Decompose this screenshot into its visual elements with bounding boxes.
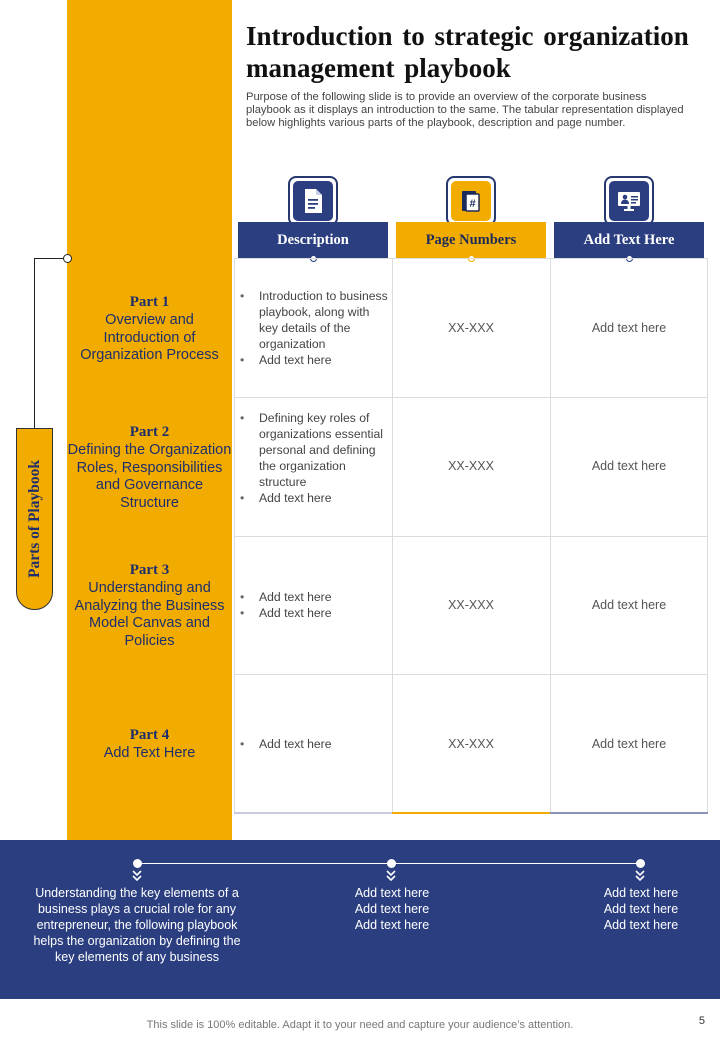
yellow-sidebar-band [67,0,232,840]
parts-of-playbook-label: Parts of Playbook [25,460,43,578]
part-2-page-number: XX-XXX [448,459,494,473]
document-icon [301,188,325,214]
footer-middle-text: Add text here Add text here Add text here [354,886,430,932]
intro-paragraph: Purpose of the following slide is to provide an overview of the corporate business playbook as it displays an introduction to the same. The tabular representation displayed below highlights various parts of the playbook, description and page number. [246,91,684,129]
footer-summary-text: Understanding the key elements of a business plays a crucial role for any entrepreneur, the following playbook helps the organization by defining the key elements of any business [33,886,241,964]
part-1-page-number: XX-XXX [448,321,494,335]
page-number: 5 [698,1015,705,1027]
part-3-description [240,589,390,621]
part-3-label: Part 3 Understanding and Analyzing the Business Model Canvas and Policies [74,562,225,649]
description-bullet: • Defining key roles of organizations essential personal and defining the organization structure [240,410,390,490]
part-4-extra-text: Add text here [591,737,667,751]
description-bullet: • Introduction to business playbook, along with key details of the organization [240,288,390,352]
part-3-page-number: XX-XXX [448,598,494,612]
svg-text:#: # [469,198,476,210]
description-bullet: • Add text here [240,490,390,506]
timeline-dot [387,859,396,868]
part-4-label: Part 4 Add Text Here [103,727,196,761]
timeline-dot [133,859,142,868]
description-bullet: • Add text here [240,605,390,621]
description-bullet: • Add text here [240,736,390,752]
connector-dot [63,254,72,263]
editable-note: This slide is 100% editable. Adapt it to your need and capture your audience’s attention. [146,1019,574,1031]
page-numbers-icon-badge [446,176,496,226]
part-2-label: Part 2 Defining the Organization Roles, Responsibilities and Governance Structure [67,424,232,511]
chevron-down-icon [385,869,397,883]
page-number-book-icon [459,188,483,214]
part-4-description [240,736,390,752]
part-3-extra-text: Add text here [591,598,667,612]
connector-line [34,258,35,428]
part-1-description [240,288,390,368]
chevron-down-icon [131,869,143,883]
description-bullet: • Add text here [240,589,390,605]
part-1-label: Part 1 Overview and Introduction of Organization Process [80,294,219,363]
presentation-monitor-icon [616,189,642,213]
column-header-page-numbers: Page Numbers [396,222,546,258]
description-icon-badge [288,176,338,226]
column-header-description: Description [238,222,388,258]
timeline-dot [636,859,645,868]
add-text-icon-badge [604,176,654,226]
part-1-extra-text: Add text here [591,321,667,335]
footer-right-text: Add text here Add text here Add text here [603,886,679,932]
page-title: Introduction to strategic organization management playbook [246,21,689,83]
description-bullet: • Add text here [240,352,390,368]
chevron-down-icon [634,869,646,883]
part-4-page-number: XX-XXX [448,737,494,751]
part-2-extra-text: Add text here [591,459,667,473]
column-header-add-text: Add Text Here [554,222,704,258]
part-2-description [240,410,390,506]
